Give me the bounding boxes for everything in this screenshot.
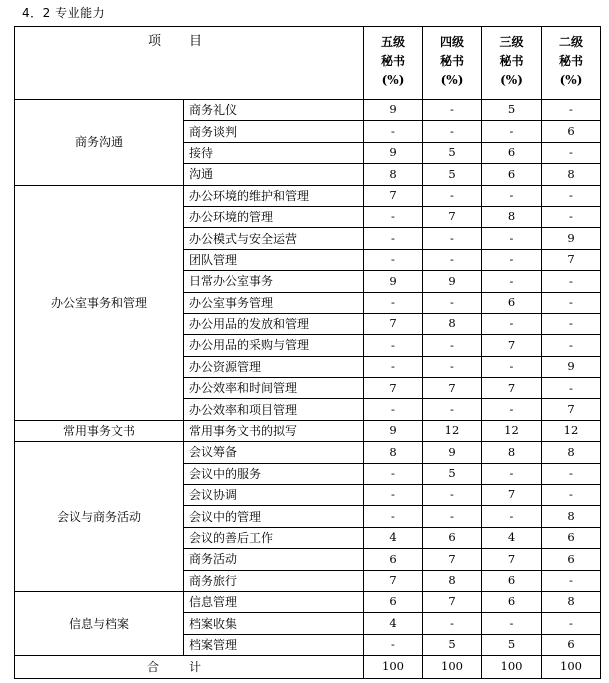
- item-cell: 商务旅行: [184, 570, 364, 591]
- value-cell: 9: [364, 100, 423, 121]
- value-cell: -: [542, 378, 601, 399]
- value-cell: 9: [364, 420, 423, 441]
- item-cell: 会议中的管理: [184, 506, 364, 527]
- value-cell: 9: [364, 142, 423, 163]
- value-cell: 6: [482, 591, 542, 612]
- value-cell: 7: [364, 378, 423, 399]
- value-cell: -: [364, 463, 423, 484]
- table-row: [15, 442, 601, 463]
- value-cell: 7: [482, 378, 542, 399]
- value-cell: -: [364, 121, 423, 142]
- value-cell: 7: [482, 335, 542, 356]
- item-cell: 办公效率和时间管理: [184, 378, 364, 399]
- value-cell: -: [542, 570, 601, 591]
- value-cell: -: [364, 335, 423, 356]
- value-cell: -: [423, 335, 482, 356]
- table-row: [15, 100, 601, 121]
- value-cell: -: [542, 185, 601, 206]
- value-cell: 5: [482, 634, 542, 655]
- item-cell: 办公模式与安全运营: [184, 228, 364, 249]
- item-cell: 接待: [184, 142, 364, 163]
- value-cell: -: [364, 634, 423, 655]
- value-cell: -: [482, 399, 542, 420]
- item-cell: 会议的善后工作: [184, 527, 364, 548]
- value-cell: -: [482, 313, 542, 334]
- value-cell: 6: [542, 121, 601, 142]
- value-cell: -: [542, 100, 601, 121]
- header-level: 五级 秘书 (%): [364, 27, 423, 100]
- table-row: [15, 591, 601, 612]
- value-cell: -: [423, 613, 482, 634]
- item-cell: 常用事务文书的拟写: [184, 420, 364, 441]
- item-cell: 会议协调: [184, 485, 364, 506]
- value-cell: 5: [482, 100, 542, 121]
- competency-table: [14, 26, 601, 679]
- value-cell: 6: [364, 549, 423, 570]
- value-cell: -: [423, 506, 482, 527]
- value-cell: 8: [542, 442, 601, 463]
- value-cell: 5: [423, 142, 482, 163]
- total-label: 合计: [15, 656, 364, 679]
- value-cell: 6: [482, 142, 542, 163]
- value-cell: -: [423, 121, 482, 142]
- value-cell: 9: [542, 356, 601, 377]
- value-cell: -: [542, 271, 601, 292]
- item-cell: 档案管理: [184, 634, 364, 655]
- item-cell: 日常办公室事务: [184, 271, 364, 292]
- value-cell: 6: [364, 591, 423, 612]
- item-cell: 商务活动: [184, 549, 364, 570]
- value-cell: 6: [482, 292, 542, 313]
- item-cell: 办公环境的维护和管理: [184, 185, 364, 206]
- value-cell: -: [364, 228, 423, 249]
- value-cell: 12: [542, 420, 601, 441]
- value-cell: 8: [482, 206, 542, 227]
- total-value: 100: [423, 656, 482, 679]
- value-cell: 4: [364, 613, 423, 634]
- value-cell: -: [542, 485, 601, 506]
- value-cell: -: [364, 206, 423, 227]
- value-cell: 7: [423, 378, 482, 399]
- header-row: [15, 27, 601, 100]
- item-cell: 商务礼仪: [184, 100, 364, 121]
- value-cell: 6: [542, 527, 601, 548]
- value-cell: 8: [482, 442, 542, 463]
- value-cell: -: [482, 228, 542, 249]
- value-cell: -: [542, 313, 601, 334]
- item-cell: 档案收集: [184, 613, 364, 634]
- item-cell: 办公资源管理: [184, 356, 364, 377]
- value-cell: -: [542, 613, 601, 634]
- value-cell: -: [482, 271, 542, 292]
- table-body: [15, 100, 601, 656]
- total-value: 100: [482, 656, 542, 679]
- header-level: 四级 秘书 (%): [423, 27, 482, 100]
- value-cell: 5: [423, 164, 482, 185]
- value-cell: -: [423, 249, 482, 270]
- value-cell: -: [482, 613, 542, 634]
- value-cell: -: [364, 356, 423, 377]
- value-cell: 12: [482, 420, 542, 441]
- value-cell: 8: [542, 591, 601, 612]
- value-cell: 7: [423, 549, 482, 570]
- value-cell: 7: [364, 185, 423, 206]
- item-cell: 商务谈判: [184, 121, 364, 142]
- value-cell: 7: [542, 249, 601, 270]
- table-row: [15, 185, 601, 206]
- item-cell: 办公用品的发放和管理: [184, 313, 364, 334]
- value-cell: 5: [423, 634, 482, 655]
- value-cell: -: [482, 506, 542, 527]
- item-cell: 办公用品的采购与管理: [184, 335, 364, 356]
- value-cell: 5: [423, 463, 482, 484]
- value-cell: -: [423, 399, 482, 420]
- item-cell: 办公环境的管理: [184, 206, 364, 227]
- item-cell: 办公室事务管理: [184, 292, 364, 313]
- value-cell: -: [482, 463, 542, 484]
- value-cell: 7: [423, 591, 482, 612]
- category-cell: 信息与档案: [15, 591, 184, 655]
- value-cell: -: [542, 142, 601, 163]
- header-level: 三级 秘书 (%): [482, 27, 542, 100]
- value-cell: 6: [482, 570, 542, 591]
- item-cell: 团队管理: [184, 249, 364, 270]
- value-cell: 6: [542, 634, 601, 655]
- item-cell: 办公效率和项目管理: [184, 399, 364, 420]
- header-item: 项目: [15, 27, 364, 100]
- value-cell: -: [364, 506, 423, 527]
- value-cell: 7: [482, 485, 542, 506]
- value-cell: -: [542, 335, 601, 356]
- value-cell: 6: [542, 549, 601, 570]
- value-cell: -: [423, 185, 482, 206]
- value-cell: 6: [482, 164, 542, 185]
- category-cell: 办公室事务和管理: [15, 185, 184, 420]
- value-cell: 7: [542, 399, 601, 420]
- total-value: 100: [364, 656, 423, 679]
- value-cell: -: [423, 485, 482, 506]
- item-cell: 沟通: [184, 164, 364, 185]
- value-cell: -: [542, 463, 601, 484]
- value-cell: 9: [364, 271, 423, 292]
- category-cell: 会议与商务活动: [15, 442, 184, 592]
- item-cell: 会议筹备: [184, 442, 364, 463]
- value-cell: 12: [423, 420, 482, 441]
- value-cell: -: [482, 249, 542, 270]
- value-cell: -: [482, 121, 542, 142]
- value-cell: -: [423, 292, 482, 313]
- value-cell: 8: [542, 164, 601, 185]
- value-cell: -: [364, 399, 423, 420]
- value-cell: -: [542, 292, 601, 313]
- value-cell: 9: [423, 442, 482, 463]
- value-cell: -: [364, 292, 423, 313]
- value-cell: 9: [542, 228, 601, 249]
- value-cell: 8: [423, 570, 482, 591]
- value-cell: 8: [364, 442, 423, 463]
- value-cell: -: [482, 185, 542, 206]
- value-cell: -: [423, 100, 482, 121]
- value-cell: -: [364, 485, 423, 506]
- value-cell: 7: [364, 570, 423, 591]
- category-cell: 常用事务文书: [15, 420, 184, 441]
- total-row: [15, 656, 601, 679]
- header-level: 二级 秘书 (%): [542, 27, 601, 100]
- value-cell: 7: [364, 313, 423, 334]
- total-value: 100: [542, 656, 601, 679]
- value-cell: 8: [364, 164, 423, 185]
- category-cell: 商务沟通: [15, 100, 184, 186]
- value-cell: -: [482, 356, 542, 377]
- value-cell: -: [364, 249, 423, 270]
- table-row: [15, 420, 601, 441]
- value-cell: 4: [482, 527, 542, 548]
- value-cell: 7: [482, 549, 542, 570]
- section-title: 4．2 专业能力: [22, 6, 106, 20]
- value-cell: 7: [423, 206, 482, 227]
- value-cell: 8: [542, 506, 601, 527]
- value-cell: -: [423, 228, 482, 249]
- value-cell: 6: [423, 527, 482, 548]
- value-cell: 4: [364, 527, 423, 548]
- value-cell: 9: [423, 271, 482, 292]
- item-cell: 信息管理: [184, 591, 364, 612]
- value-cell: 8: [423, 313, 482, 334]
- value-cell: -: [542, 206, 601, 227]
- value-cell: -: [423, 356, 482, 377]
- item-cell: 会议中的服务: [184, 463, 364, 484]
